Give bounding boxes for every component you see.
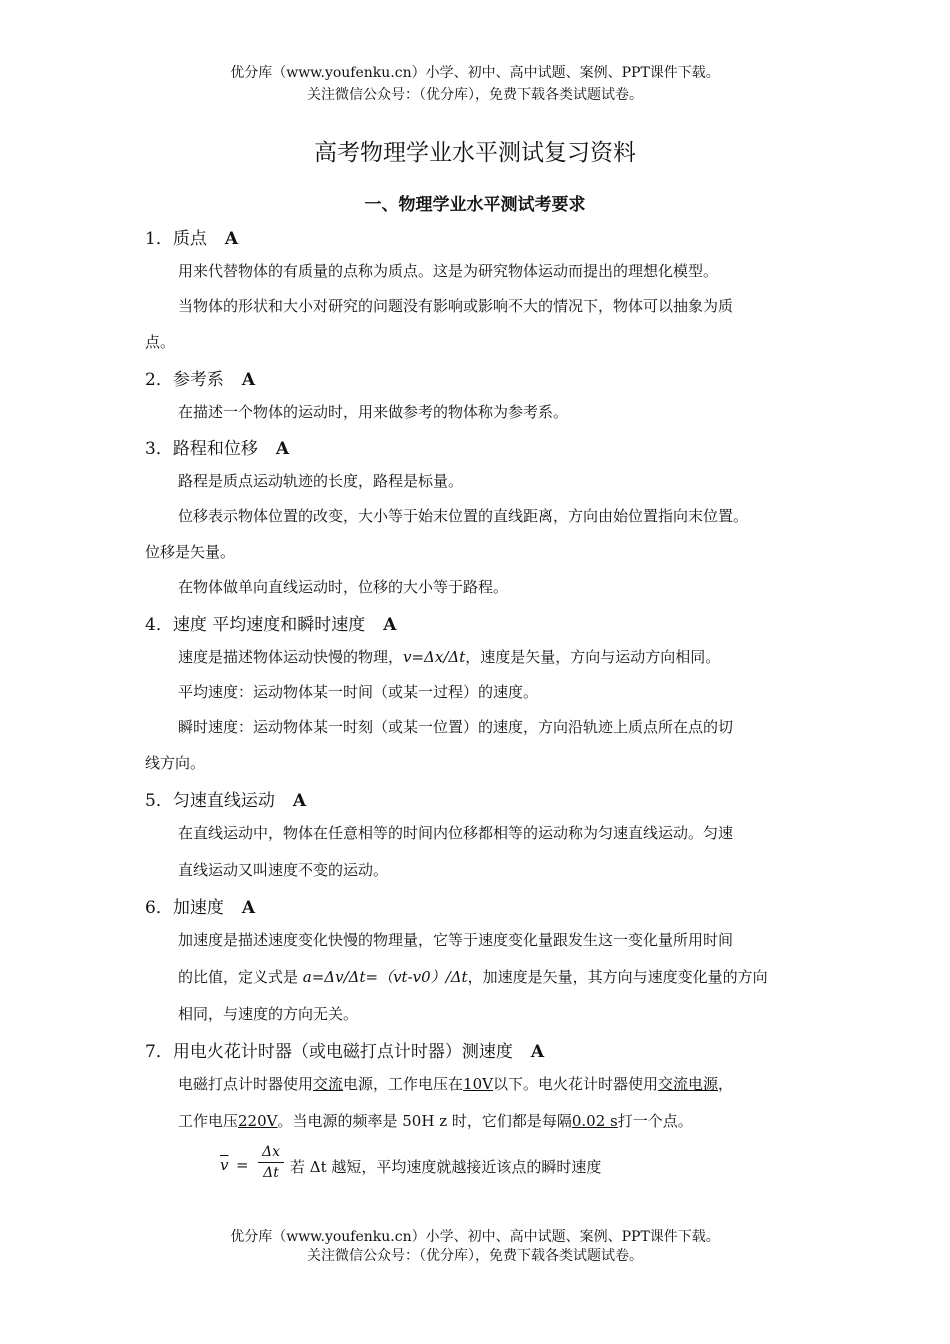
text-run: 电磁打点计时器使用 bbox=[178, 1075, 314, 1093]
paragraph: 用来代替物体的有质量的点称为质点。这是为研究物体运动而提出的理想化模型。 bbox=[178, 262, 719, 280]
paragraph: 瞬时速度：运动物体某一时刻（或某一位置）的速度，方向沿轨迹上质点所在点的切 bbox=[178, 718, 734, 736]
paragraph: 直线运动又叫速度不变的运动。 bbox=[178, 861, 389, 879]
section-name: 质点 bbox=[172, 229, 207, 249]
paragraph bbox=[178, 966, 768, 987]
text-run: 以下。电火花计时器使用 bbox=[492, 1075, 658, 1093]
section-name: 参考系 bbox=[172, 370, 224, 390]
paragraph bbox=[178, 1073, 733, 1094]
underlined-term: 0.02 s bbox=[571, 1112, 618, 1130]
paragraph: 位移是矢量。 bbox=[145, 543, 236, 561]
paragraph: 在描述一个物体的运动时，用来做参考的物体称为参考系。 bbox=[178, 403, 569, 421]
paragraph bbox=[178, 1110, 693, 1131]
formula-lhs: $\overline{v}$ bbox=[220, 1156, 229, 1174]
paragraph: 点。 bbox=[145, 333, 176, 351]
paragraph: 线方向。 bbox=[145, 754, 206, 772]
section-number: 1． bbox=[145, 229, 173, 249]
section-grade: A bbox=[241, 898, 256, 918]
section-7-heading bbox=[145, 1037, 544, 1062]
paragraph: 加速度是描述速度变化快慢的物理量，它等于速度变化量跟发生这一变化量所用时间 bbox=[178, 931, 734, 949]
formula-equals: = bbox=[236, 1156, 249, 1174]
underlined-term: 10V bbox=[463, 1075, 493, 1093]
text-run: ，速度是矢量，方向与运动方向相同。 bbox=[465, 648, 721, 666]
paragraph: 位移表示物体位置的改变，大小等于始末位置的直线距离，方向由始位置指向末位置。 bbox=[178, 507, 749, 525]
text-run: 电源，工作电压在 bbox=[343, 1075, 464, 1093]
section-number: 3． bbox=[145, 439, 173, 459]
footer-line1: 优分库（www.youfenku.cn）小学、初中、高中试题、案例、PPT课件下载。 bbox=[230, 1229, 720, 1245]
underlined-term: 220V bbox=[238, 1112, 278, 1130]
section-name: 用电火花计时器（或电磁打点计时器）测速度 bbox=[172, 1042, 513, 1062]
paragraph: 相同，与速度的方向无关。 bbox=[178, 1005, 359, 1023]
paragraph: 在物体做单向直线运动时，位移的大小等于路程。 bbox=[178, 578, 509, 596]
text-run: ，加速度是矢量，其方向与速度变化量的方向 bbox=[467, 968, 768, 986]
formula-velocity: v=Δx/Δt bbox=[403, 648, 466, 666]
section-grade: A bbox=[275, 439, 290, 459]
text-run: 速度是描述物体运动快慢的物理， bbox=[178, 648, 404, 666]
section-number: 2． bbox=[145, 370, 173, 390]
section-2-heading bbox=[145, 365, 255, 390]
section-name: 匀速直线运动 bbox=[172, 791, 275, 811]
section-heading: 一、物理学业水平测试考要求 bbox=[364, 195, 586, 215]
paragraph: 在直线运动中，物体在任意相等的时间内位移都相等的运动称为匀速直线运动。匀速 bbox=[178, 824, 734, 842]
section-3-heading bbox=[145, 434, 289, 459]
text-run: 的比值，定义式是 bbox=[178, 968, 303, 986]
header-top-line2: 关注微信公众号：（优分库），免费下载各类试题试卷。 bbox=[307, 87, 643, 103]
section-5-heading bbox=[145, 786, 306, 811]
section-6-heading bbox=[145, 893, 255, 918]
text-run: ， bbox=[718, 1075, 734, 1093]
section-1-heading bbox=[145, 224, 238, 249]
section-4-heading bbox=[145, 610, 396, 635]
section-number: 7． bbox=[145, 1042, 173, 1062]
section-grade: A bbox=[224, 229, 239, 249]
page-title: 高考物理学业水平测试复习资料 bbox=[314, 140, 636, 166]
fraction-numerator: Δx bbox=[261, 1144, 280, 1160]
section-number: 4． bbox=[145, 615, 173, 635]
header-top-line1: 优分库（www.youfenku.cn）小学、初中、高中试题、案例、PPT课件下载。 bbox=[230, 65, 720, 81]
section-grade: A bbox=[241, 370, 256, 390]
formula-acceleration: a=Δv/Δt=（vt-v0）/Δt bbox=[302, 968, 468, 986]
section-name: 速度 平均速度和瞬时速度 bbox=[172, 615, 366, 635]
underlined-term: 交流 bbox=[313, 1075, 344, 1093]
fraction bbox=[250, 1144, 292, 1181]
section-number: 5． bbox=[145, 791, 173, 811]
text-run: 工作电压 bbox=[178, 1112, 239, 1130]
paragraph bbox=[178, 646, 720, 667]
paragraph: 平均速度：运动物体某一时间（或某一过程）的速度。 bbox=[178, 683, 539, 701]
footer-line2: 关注微信公众号：（优分库），免费下载各类试题试卷。 bbox=[307, 1248, 643, 1264]
underlined-term: 交流电源 bbox=[657, 1075, 718, 1093]
paragraph: 路程是质点运动轨迹的长度，路程是标量。 bbox=[178, 472, 464, 490]
section-name: 加速度 bbox=[172, 898, 224, 918]
paragraph: 当物体的形状和大小对研究的问题没有影响或影响不大的情况下，物体可以抽象为质 bbox=[178, 297, 734, 315]
formula-description: 若 Δt 越短，平均速度就越接近该点的瞬时速度 bbox=[290, 1158, 602, 1176]
fraction-denominator: Δt bbox=[263, 1165, 279, 1181]
fraction-bar bbox=[258, 1162, 284, 1163]
section-grade: A bbox=[292, 791, 307, 811]
section-grade: A bbox=[383, 615, 397, 635]
text-run: 。当电源的频率是 50H z 时，它们都是每隔 bbox=[277, 1112, 572, 1130]
section-number: 6． bbox=[145, 898, 173, 918]
section-name: 路程和位移 bbox=[172, 439, 258, 459]
text-run: 打一个点。 bbox=[617, 1112, 693, 1130]
section-grade: A bbox=[530, 1042, 545, 1062]
